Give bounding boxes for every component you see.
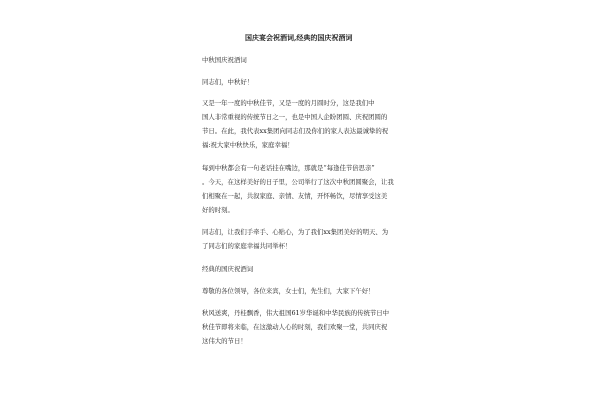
heading-midautumn-toast — [202, 53, 407, 67]
text-line: 了同志们的家庭幸福共同举杯！ — [202, 242, 292, 250]
text-line: 尊敬的各位领导，各位来宾，女士们，先生们，大家下午好！ — [202, 287, 375, 295]
text-line: 国人非常重视的传统节日之一，也是中国人企盼团圆、庆祝团圆的 — [202, 113, 388, 121]
body-paragraph-2 — [202, 161, 407, 217]
text-line: 福:祝大家中秋快乐，家庭幸福！ — [202, 141, 294, 149]
text-line: 。今天，在这样美好的日子里，公司举行了这次中秋团圆聚会，让我 — [202, 178, 394, 186]
text-line: 又是一年一度的中秋佳节，又是一度的月圆时分，这是我们中 — [202, 99, 375, 107]
text-line: 节日。在此，我代表xx集团向同志们及你们的家人表达最诚挚的祝 — [202, 127, 389, 135]
text-line: 们相聚在一起，共叙家庭、亲情、友情，开怀畅饮，尽情享受这美 — [202, 192, 388, 200]
heading-classic-toast — [202, 262, 407, 276]
text-line: 秋佳节即将来临，在这激动人心的时刻，我们欢聚一堂，共同庆祝 — [202, 323, 388, 331]
body-paragraph-4 — [202, 306, 407, 348]
text-line: 经典的国庆祝酒词 — [202, 265, 254, 273]
text-line: 每到中秋都会有一句老话挂在嘴边，那就是“每逢佳节倍思亲” — [202, 164, 375, 172]
opening-address — [202, 284, 407, 298]
text-line: 同志们，中秋好！ — [202, 78, 254, 86]
text-line: 这伟大的节日！ — [202, 337, 247, 345]
body-paragraph-1 — [202, 96, 407, 152]
text-line: 中秋国庆祝酒词 — [202, 56, 247, 64]
document-title: 国庆宴会祝酒词,经典的国庆祝酒词 — [245, 33, 353, 42]
body-paragraph-3 — [202, 225, 407, 253]
text-line: 秋风送爽，丹桂飘香，伟大祖国61岁华诞和中华民族的传统节日中 — [202, 309, 390, 317]
greeting-paragraph — [202, 75, 407, 89]
text-line: 同志们，让我们手牵手、心贴心，为了我们xx集团美好的明天、为 — [202, 228, 389, 236]
text-line: 好的时刻。 — [202, 206, 234, 214]
document-page — [200, 0, 410, 400]
